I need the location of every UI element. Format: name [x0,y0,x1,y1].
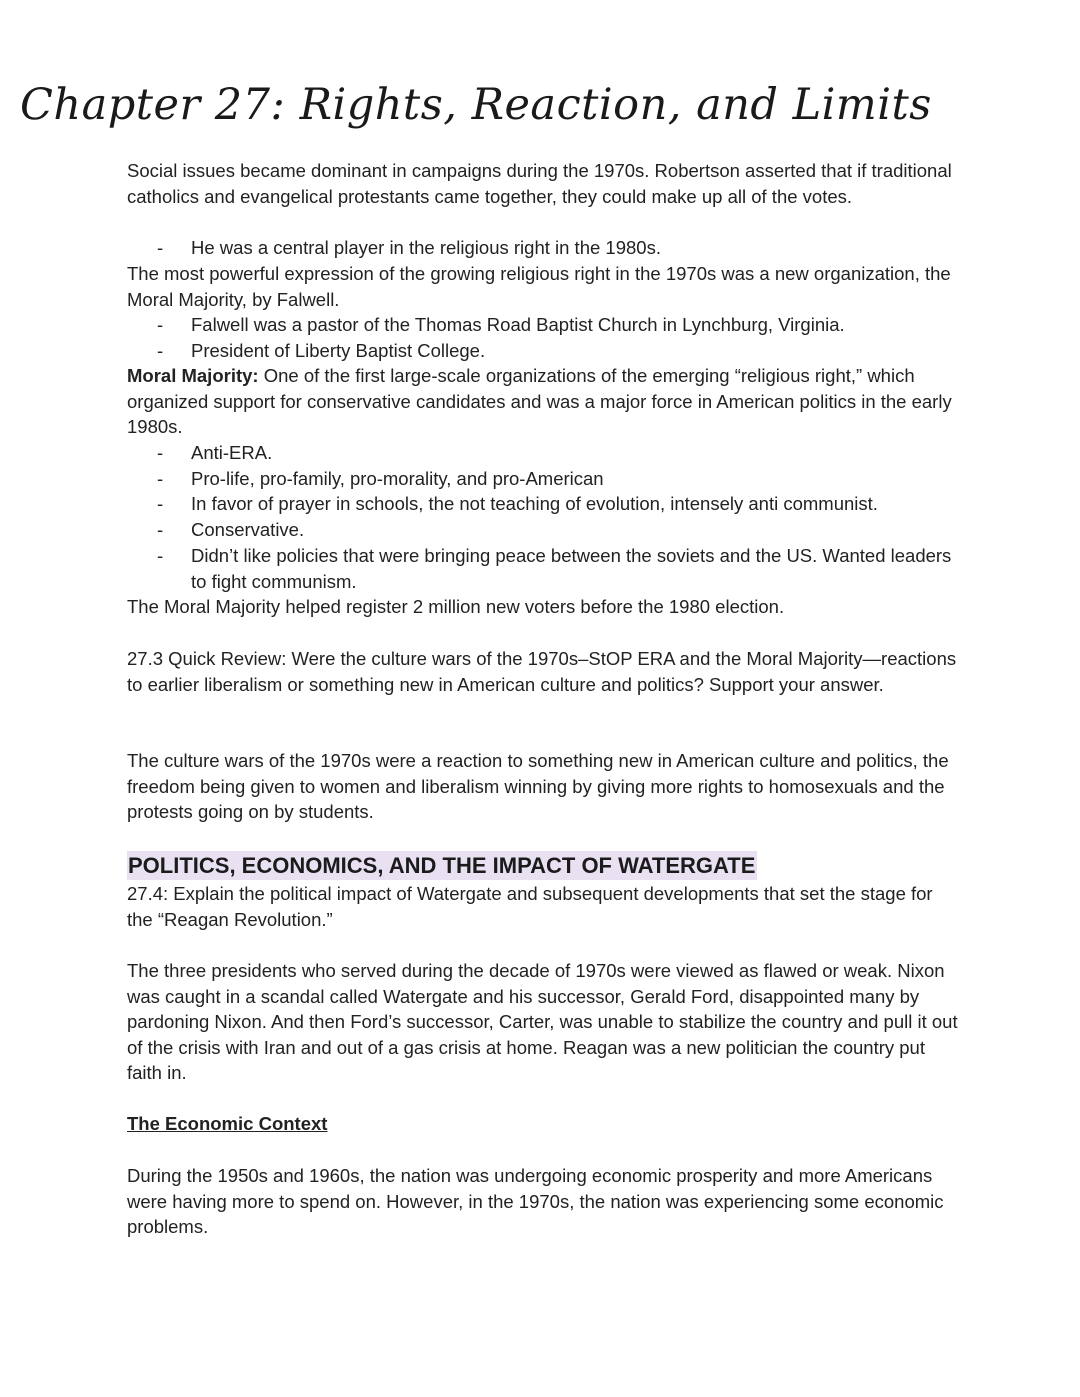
document-title: Chapter 27: Rights, Reaction, and Limits [20,80,932,130]
bullet-item [157,517,962,543]
bullet-text: Conservative. [191,519,305,540]
bullet-item [157,312,962,338]
bullet-dash: - [157,340,164,361]
paragraph-moral-majority-definition [127,363,962,440]
paragraph-social-issues: Social issues became dominant in campaigns during the 1970s. Robertson asserted that if traditional catholics and evangelical protestants came together, they could make up all of the votes. [127,160,952,207]
bullet-dash: - [157,314,164,335]
bullet-text: He was a central player in the religious right in the 1980s. [191,237,661,258]
paragraph-moral-majority-intro: The most powerful expression of the growing religious right in the 1970s was a new organization, the Moral Majority, by Falwell. [127,263,951,310]
paragraph-economic-context: During the 1950s and 1960s, the nation was undergoing economic prosperity and more Americans were having more to spend on. However, in the 1970s, the nation was experiencing some economic problems. [127,1165,944,1238]
bullet-item [157,440,962,466]
bullet-text: In favor of prayer in schools, the not teaching of evolution, intensely anti communist. [191,493,878,514]
bullet-dash: - [157,468,164,489]
definition-text: One of the first large-scale organizations of the emerging “religious right,” which organized support for conservative candidates and was a major force in American politics in the early 1980s. [127,365,952,438]
subsection-heading: The Economic Context [127,1113,328,1134]
paragraph-answer: The culture wars of the 1970s were a reaction to something new in American culture and politics, the freedom being given to women and liberalism winning by giving more rights to homosexuals and the protests going on by students. [127,750,949,823]
bullet-item [157,543,962,594]
bullet-item [157,338,962,364]
bullet-dash: - [157,237,164,258]
bullet-item [157,235,962,261]
term-moral-majority: Moral Majority: [127,365,259,386]
section-heading: POLITICS, ECONOMICS, AND THE IMPACT OF WATERGATE [128,853,756,878]
bullet-dash: - [157,519,164,540]
bullet-dash: - [157,545,164,566]
bullet-text: President of Liberty Baptist College. [191,340,486,361]
paragraph-quick-review: 27.3 Quick Review: Were the culture wars of the 1970s–StOP ERA and the Moral Majority—reactions to earlier liberalism or something new in American culture and politics? Support your answer. [127,648,957,695]
paragraph-presidents: The three presidents who served during the decade of 1970s were viewed as flawed or weak. Nixon was caught in a scandal called Watergate and his successor, Gerald Ford, disappointed many by pardoning Nixon. And then Ford’s successor, Carter, was unable to stabilize the country and pull it out of the crisis with Iran and out of a gas crisis at home. Reagan was a new politician the country put faith in. [127,960,958,1084]
bullet-text: Falwell was a pastor of the Thomas Road Baptist Church in Lynchburg, Virginia. [191,314,845,335]
bullet-text: Pro-life, pro-family, pro-morality, and pro-American [191,468,604,489]
bullet-item [157,466,962,492]
bullet-item [157,491,962,517]
bullet-dash: - [157,493,164,514]
paragraph-voter-registration: The Moral Majority helped register 2 million new voters before the 1980 election. [127,596,785,617]
bullet-text: Anti-ERA. [191,442,273,463]
bullet-dash: - [157,442,164,463]
bullet-text: Didn’t like policies that were bringing peace between the soviets and the US. Wanted leaders to fight communism. [191,545,952,592]
paragraph-objective: 27.4: Explain the political impact of Watergate and subsequent developments that set the stage for the “Reagan Revolution.” [127,883,933,930]
